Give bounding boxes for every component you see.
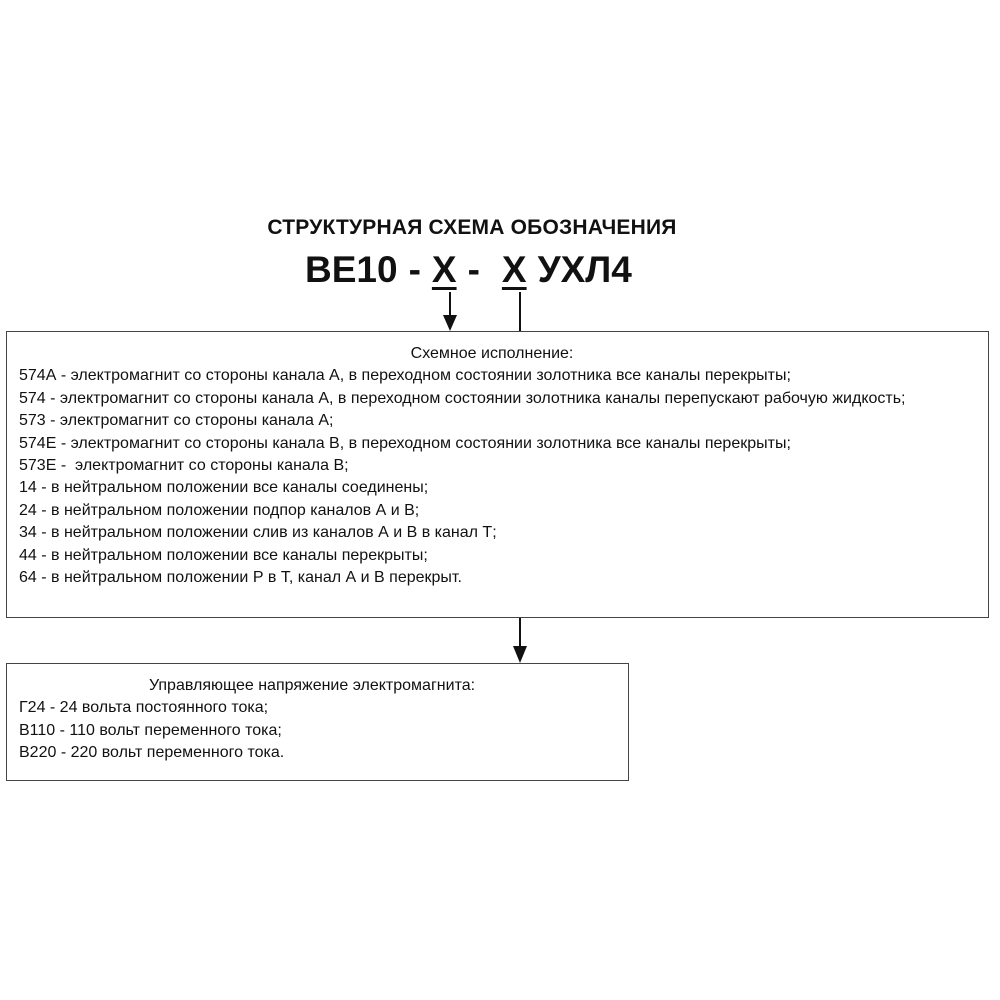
scheme-item: 574А - электромагнит со стороны канала А, в переходном состоянии золотника все каналы перекрыты; xyxy=(19,367,791,385)
connector-voltage-arrowhead xyxy=(513,646,527,663)
control-voltage-box xyxy=(6,663,629,781)
voltage-item: В220 - 220 вольт переменного тока. xyxy=(19,744,285,762)
scheme-item: 573Е - электромагнит со стороны канала В; xyxy=(19,457,349,475)
scheme-execution-heading: Схемное исполнение: xyxy=(410,345,574,362)
voltage-item: Г24 - 24 вольта постоянного тока; xyxy=(19,699,269,717)
scheme-item: 574 - электромагнит со стороны канала А, в переходном состоянии золотника каналы перепускают рабочую жидкость; xyxy=(19,389,906,407)
connector-scheme-arrowhead xyxy=(443,315,457,331)
control-voltage-heading: Управляющее напряжение электромагнита: xyxy=(148,677,476,694)
voltage-item: В110 - 110 вольт переменного тока; xyxy=(19,721,282,739)
diagram-title: СТРУКТУРНАЯ СХЕМА ОБОЗНАЧЕНИЯ xyxy=(267,216,677,239)
scheme-item: 14 - в нейтральном положении все каналы соединены; xyxy=(19,479,429,497)
scheme-item: 573 - электромагнит со стороны канала А; xyxy=(19,412,334,430)
scheme-item: 44 - в нейтральном положении все каналы перекрыты; xyxy=(19,546,428,564)
code-prefix: ВЕ10 xyxy=(305,249,398,290)
scheme-item: 24 - в нейтральном положении подпор каналов А и В; xyxy=(19,501,420,519)
code-field-scheme: Х xyxy=(431,249,457,290)
scheme-execution-box xyxy=(6,331,989,618)
scheme-item: 64 - в нейтральном положении Р в Т, канал А и В перекрыт. xyxy=(19,569,462,587)
code-field-voltage: Х xyxy=(501,249,527,290)
code-suffix: УХЛ4 xyxy=(537,249,632,290)
scheme-item: 574Е - электромагнит со стороны канала В, в переходном состоянии золотника все каналы перекрыты; xyxy=(19,434,791,452)
code-separator-2: - xyxy=(467,249,480,290)
code-separator-1: - xyxy=(408,249,421,290)
scheme-item: 34 - в нейтральном положении слив из каналов А и В в канал Т; xyxy=(19,524,497,542)
